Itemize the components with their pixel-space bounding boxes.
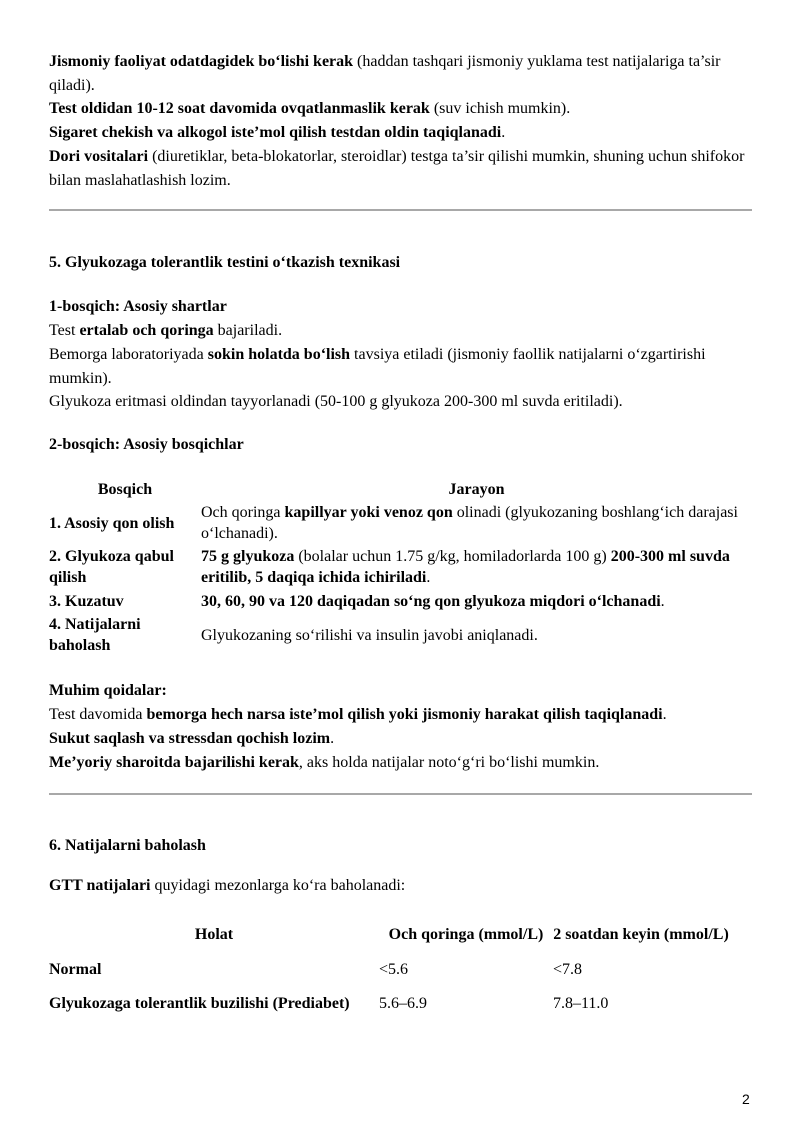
- condition-cell: Normal: [49, 961, 102, 978]
- column-header: Holat: [194, 925, 234, 943]
- table-row: [49, 589, 752, 613]
- two-hour-value-cell: 7.8–11.0: [553, 994, 609, 1012]
- list-item: Test davomida bemorga hech narsa iste’mol qilish yoki jismoniy harakat qilish taqiqlanadi.: [49, 706, 667, 723]
- column-header: Jarayon: [448, 480, 505, 498]
- table-row: [49, 981, 729, 1025]
- rules-heading: Muhim qoidalar:: [49, 682, 167, 699]
- gtt-intro: GTT natijalari quyidagi mezonlarga ko‘ra baholanadi:: [49, 877, 406, 894]
- table-header-row: [49, 910, 729, 958]
- section-6-heading: 6. Natijalarni baholash: [49, 837, 206, 854]
- condition-cell: Glyukozaga tolerantlik buzilishi (Prediabet): [49, 994, 350, 1012]
- process-cell: 75 g glyukoza (bolalar uchun 1.75 g/kg, homiladorlarda 100 g) 200-300 ml suvda eritilib, 5 daqiqa ichida ichiriladi.: [201, 548, 730, 586]
- list-item: Bemorga laboratoriyada sokin holatda bo‘lish tavsiya etiladi (jismoniy faollik natijalarni o‘zgartirishi mumkin).: [49, 346, 706, 387]
- column-header: Bosqich: [97, 480, 153, 498]
- table-row: [49, 545, 752, 589]
- list-item: Me’yoriy sharoitda bajarilishi kerak, aks holda natijalar noto‘g‘ri bo‘lishi mumkin.: [49, 754, 600, 771]
- page-number: 2: [742, 1091, 750, 1107]
- column-header: Och qoringa (mmol/L): [388, 925, 544, 943]
- list-item: Test oldidan 10-12 soat davomida ovqatlanmaslik kerak (suv ichish mumkin).: [49, 100, 571, 117]
- section-5-heading: 5. Glyukozaga tolerantlik testini o‘tkazish texnikasi: [49, 254, 401, 271]
- gtt-results-table: [49, 910, 729, 1025]
- list-item: Dori vositalari (diuretiklar, beta-blokatorlar, steroidlar) testga ta’sir qilishi mumkin, shuning uchun shifokor bilan maslahatlashish lozim.: [49, 148, 745, 189]
- document-page: [49, 50, 752, 1025]
- process-cell: Och qoringa kapillyar yoki venoz qon olinadi (glyukozaning boshlang‘ich darajasi o‘lchanadi).: [201, 504, 738, 542]
- table-row: [49, 958, 729, 981]
- step-cell: 1. Asosiy qon olish: [49, 514, 175, 532]
- process-cell: Glyukozaning so‘rilishi va insulin javobi aniqlanadi.: [201, 626, 538, 644]
- preparation-list: [49, 50, 752, 192]
- column-header: 2 soatdan keyin (mmol/L): [553, 925, 729, 943]
- table-row: [49, 501, 752, 545]
- table-row: [49, 613, 752, 657]
- step-cell: 3. Kuzatuv: [49, 592, 124, 610]
- fasting-value-cell: 5.6–6.9: [379, 994, 427, 1012]
- list-item: Jismoniy faoliyat odatdagidek bo‘lishi kerak (haddan tashqari jismoniy yuklama test natijalariga ta’sir qiladi).: [49, 53, 721, 94]
- fasting-value-cell: <5.6: [379, 961, 409, 978]
- table-header-row: [49, 477, 752, 501]
- section-divider: [49, 209, 752, 211]
- stage-2-heading: 2-bosqich: Asosiy bosqichlar: [49, 436, 244, 453]
- stage-1-heading: 1-bosqich: Asosiy shartlar: [49, 298, 227, 315]
- process-cell: 30, 60, 90 va 120 daqiqadan so‘ng qon glyukoza miqdori o‘lchanadi.: [201, 592, 665, 610]
- step-cell: 4. Natijalarni baholash: [49, 616, 141, 654]
- list-item: Sukut saqlash va stressdan qochish lozim.: [49, 730, 335, 747]
- list-item: Test ertalab och qoringa bajariladi.: [49, 322, 283, 339]
- two-hour-value-cell: <7.8: [553, 961, 583, 978]
- step-cell: 2. Glyukoza qabul qilish: [49, 548, 174, 586]
- section-divider: [49, 793, 752, 795]
- list-item: Glyukoza eritmasi oldindan tayyorlanadi (50-100 g glyukoza 200-300 ml suvda eritiladi).: [49, 393, 623, 410]
- list-item: Sigaret chekish va alkogol iste’mol qilish testdan oldin taqiqlanadi.: [49, 124, 506, 141]
- procedure-table: [49, 477, 752, 657]
